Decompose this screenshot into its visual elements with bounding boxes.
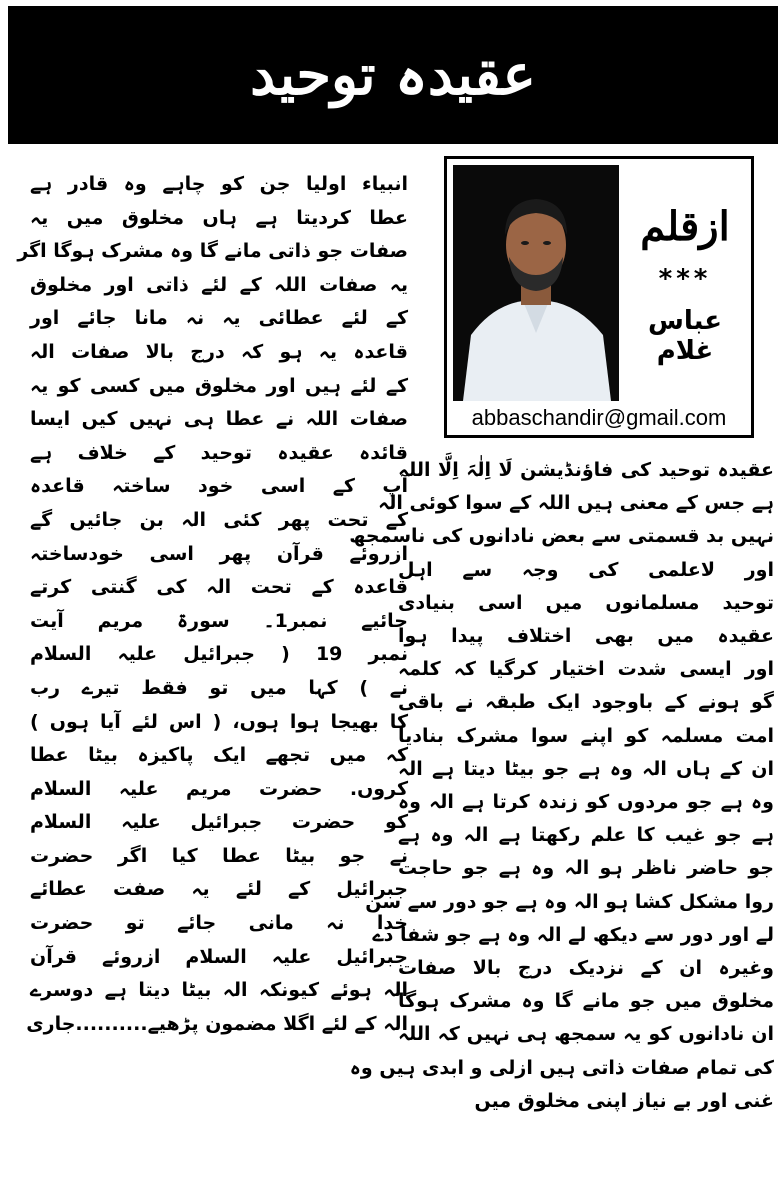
author-photo xyxy=(453,165,619,401)
text-line: کے لئے عطائی یہ نہ مانا جائے اور xyxy=(30,307,408,330)
header-banner xyxy=(8,6,778,144)
article-column-left xyxy=(17,168,409,1041)
text-line: عقیدہ توحید کی فاؤنڈیشن لَا اِلٰہَ اِلَّا اللہ xyxy=(398,459,774,481)
text-line: روا مشکل کشا ہو الہ وہ ہے جو دور سے سن xyxy=(365,890,774,913)
text-line: ہے جو غیب کا علم رکھتا ہے الہ وہ ہے xyxy=(398,824,774,847)
text-line: گو ہونے کے باوجود ایک طبقہ نے باقی xyxy=(398,691,774,714)
text-line: کی تمام صفات ذاتی ہیں ازلی و ابدی ہیں وہ xyxy=(349,1056,774,1079)
text-line: نے ) کہا میں تو فقط تیرے رب xyxy=(30,676,408,699)
text-line: آپ کے اسی خود ساختہ قاعدہ xyxy=(30,475,408,498)
text-line: توحید مسلمانوں میں اسی بنیادی xyxy=(398,591,774,614)
text-line: نے جو بیٹا عطا کیا اگر حضرت xyxy=(30,844,408,867)
text-line: کے تحت پھر کئی الہ بن جائیں گے xyxy=(30,508,408,531)
text-line: جبرائیل کے لئے یہ صفت عطائے xyxy=(30,878,408,901)
text-line: کروں. حضرت مریم علیہ السلام xyxy=(30,777,408,800)
text-line: ان نادانوں کو یہ سمجھ ہی نہیں کہ اللہ xyxy=(398,1023,774,1046)
author-box xyxy=(444,156,754,438)
text-line: عطا کردیتا ہے ہاں مخلوق میں یہ xyxy=(30,206,408,229)
author-portrait-image xyxy=(453,165,619,401)
text-line: مخلوق میں جو مانے گا وہ مشرک ہوگا xyxy=(398,990,774,1013)
page-title: عقیدہ توحید xyxy=(250,42,536,108)
byline-stars: *** xyxy=(658,264,712,294)
text-line: یہ صفات اللہ کے لئے ذاتی اور مخلوق xyxy=(30,273,408,296)
byline xyxy=(623,169,747,399)
author-name xyxy=(623,306,747,366)
text-line: الہ ہوئے کیونکہ الہ بیٹا دیتا ہے دوسرے xyxy=(30,979,408,1002)
text-line: جو حاضر ناظر ہو الہ وہ ہے جو حاجت xyxy=(398,857,774,880)
text-line: خدا نہ مانی جائے تو حضرت xyxy=(30,912,408,935)
text-line: وہ ہے جو مردوں کو زندہ کرتا ہے الہ وہ xyxy=(398,791,774,814)
text-line: کہ میں تجھے ایک پاکیزہ بیٹا عطا xyxy=(30,744,408,767)
text-line: نہیں بد قسمتی سے بعض نادانوں کی ناسمجھ xyxy=(349,525,774,548)
text-line: کو حضرت جبرائیل علیہ السلام xyxy=(30,811,408,834)
text-line: ان کے ہاں الہ وہ ہے جو بیٹا دیتا ہے الہ xyxy=(398,757,774,780)
text-line: صفات اللہ نے عطا ہی نہیں کیں ایسا xyxy=(30,408,408,431)
text-line: اور لاعلمی کی وجہ سے اہل xyxy=(398,558,774,581)
text-line: امت مسلمہ کو اپنے سوا مشرک بنادیا xyxy=(398,724,774,747)
byline-prefix: ازقلم xyxy=(640,203,730,250)
text-line: انبیاء اولیا جن کو چاہے وہ قادر ہے xyxy=(30,173,408,195)
author-email[interactable]: abbaschandir@gmail.com xyxy=(471,405,727,430)
text-line: غنی اور بے نیاز اپنی مخلوق میں xyxy=(474,1089,774,1112)
text-line: وغیرہ ان کے نزدیک درج بالا صفات xyxy=(398,957,774,980)
text-line: قاعدہ یہ ہو کہ درج بالا صفات الہ xyxy=(30,340,408,363)
text-line: قائدہ عقیدہ توحید کے خلاف ہے xyxy=(30,441,408,464)
text-line: عقیدہ میں بھی اختلاف پیدا ہوا xyxy=(398,625,774,648)
article-column-right xyxy=(349,454,774,1118)
text-line: کے لئے ہیں اور مخلوق میں کسی کو یہ xyxy=(30,374,408,397)
author-name-line-2: غلام xyxy=(656,336,714,366)
text-line: جبرائیل علیہ السلام ازروئے قرآن xyxy=(30,945,408,968)
text-line: ہے جس کے معنی ہیں اللہ کے سوا کوئی الہ xyxy=(378,492,774,515)
text-line: جائیے نمبر1۔ سورۃ مریم آیت xyxy=(30,609,408,632)
text-line: نمبر 19 ( جبرائیل علیہ السلام xyxy=(30,643,409,666)
text-line: صفات جو ذاتی مانے گا وہ مشرک ہوگا اگر xyxy=(17,240,408,263)
text-line: اور ایسی شدت اختیار کرگیا کہ کلمہ xyxy=(398,658,774,681)
author-name-line-1: عباس xyxy=(647,306,722,336)
text-line: لے اور دور سے دیکھ لے الہ وہ ہے جو شفا دے xyxy=(372,923,774,946)
text-line: قاعدہ کے تحت الہ کی گنتی کرتے xyxy=(30,576,408,599)
text-line: الہ کے لئے اگلا مضمون پڑھیے..........جاری xyxy=(26,1012,408,1035)
text-line: ازروئے قرآن پھر اسی خودساختہ xyxy=(30,542,408,565)
text-line: کا بھیجا ہوا ہوں، ( اس لئے آیا ہوں ) xyxy=(30,710,408,733)
